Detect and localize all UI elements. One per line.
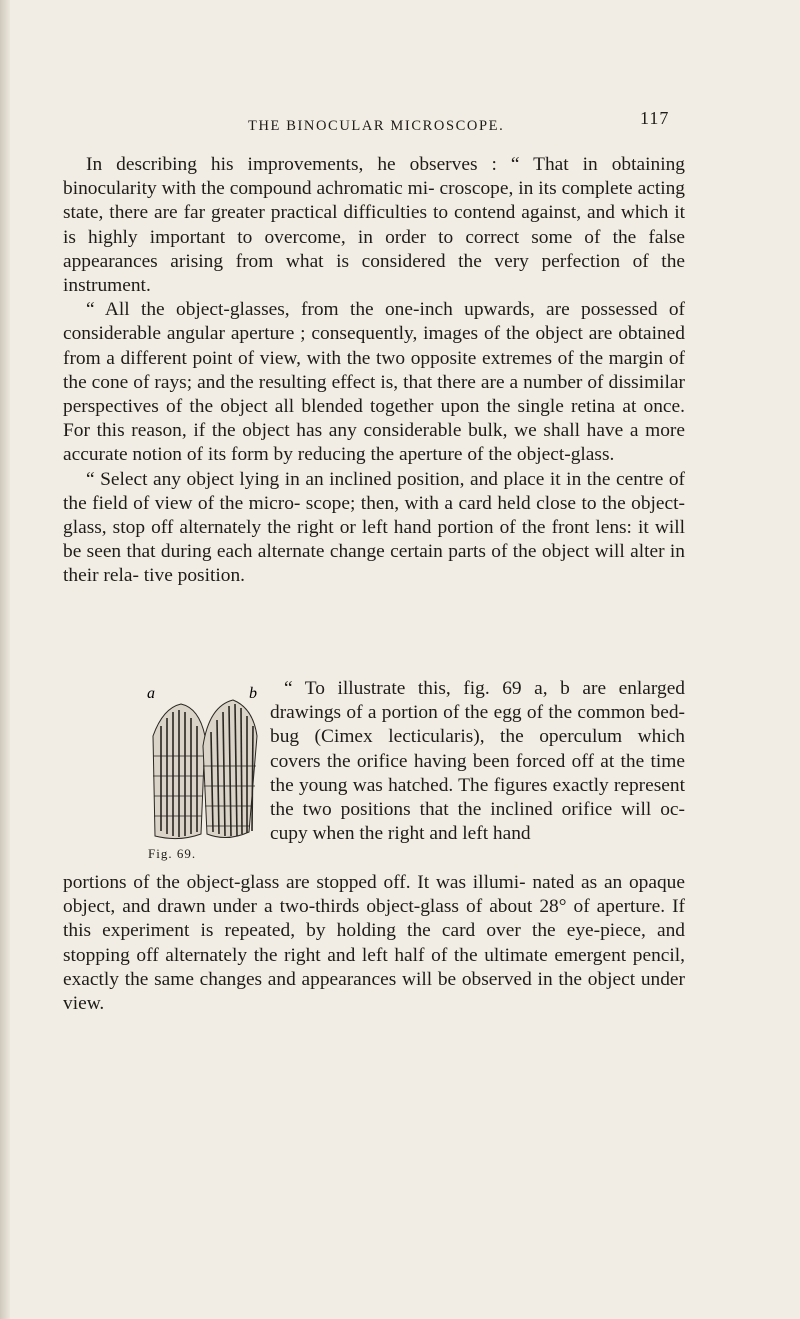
tail-text-block — [63, 871, 685, 1016]
paragraph-1: In describing his improvements, he observes : “ That in obtaining binocularity with the compound achromatic mi- croscope, in its complete acting state, there are far greater practical difficulties to contend against, and which it is highly important to overcome, in order to correct some of the false appearances arising from what is considered the very perfection of the instrument. — [63, 154, 685, 297]
page-binding-edge — [0, 0, 10, 1319]
paragraph-3: “ Select any object lying in an inclined position, and place it in the centre of the field of view of the micro- scope; then, with a card held close to the object-glass, stop off alternately the right or left hand portion of the front lens: it will be seen that during each alternate change certain parts of the object will alter in their rela- tive position. — [63, 468, 685, 587]
running-title: THE BINOCULAR MICROSCOPE. — [248, 118, 505, 134]
figure-label-b: b — [249, 686, 257, 702]
figure-69-egg-drawings — [145, 686, 265, 842]
wrapped-text-block — [270, 677, 685, 846]
drawing-b — [203, 700, 257, 838]
paragraph-4-wrapped: “ To illustrate this, fig. 69 a, b are enlarged drawings of a portion of the egg of the common bed-bug (Cimex lecticularis), the operculum which covers the orifice having been forced off at the time the young was hatched. The figures exactly represent the two positions that the inclined orifice will oc- cupy when the right and left hand — [270, 678, 685, 845]
page-number: 117 — [640, 108, 670, 128]
figure-caption: Fig. 69. — [148, 846, 197, 861]
main-text-block — [63, 153, 685, 589]
paragraph-4-continued: portions of the object-glass are stopped off. It was illumi- nated as an opaque object, and drawn under a two-thirds object-glass of about 28° of aperture. If this experiment is repeated, by holding the card over the eye-piece, and stopping off alternately the right and left half of the ultimate emergent pencil, exactly the same changes and appearances will be observed in the object under view. — [63, 872, 685, 1015]
paragraph-2: “ All the object-glasses, from the one-inch upwards, are possessed of considerable angular aperture ; consequently, images of the object are obtained from a different point of view, with the two opposite extremes of the margin of the cone of rays; and the resulting effect is, that there are a number of dissimilar perspectives of the object all blended together upon the single retina at once. For this reason, if the object has any considerable bulk, we shall have a more accurate notion of its form by reducing the aperture of the object-glass. — [63, 299, 685, 466]
drawing-a — [153, 704, 205, 839]
figure-label-a: a — [147, 686, 155, 702]
